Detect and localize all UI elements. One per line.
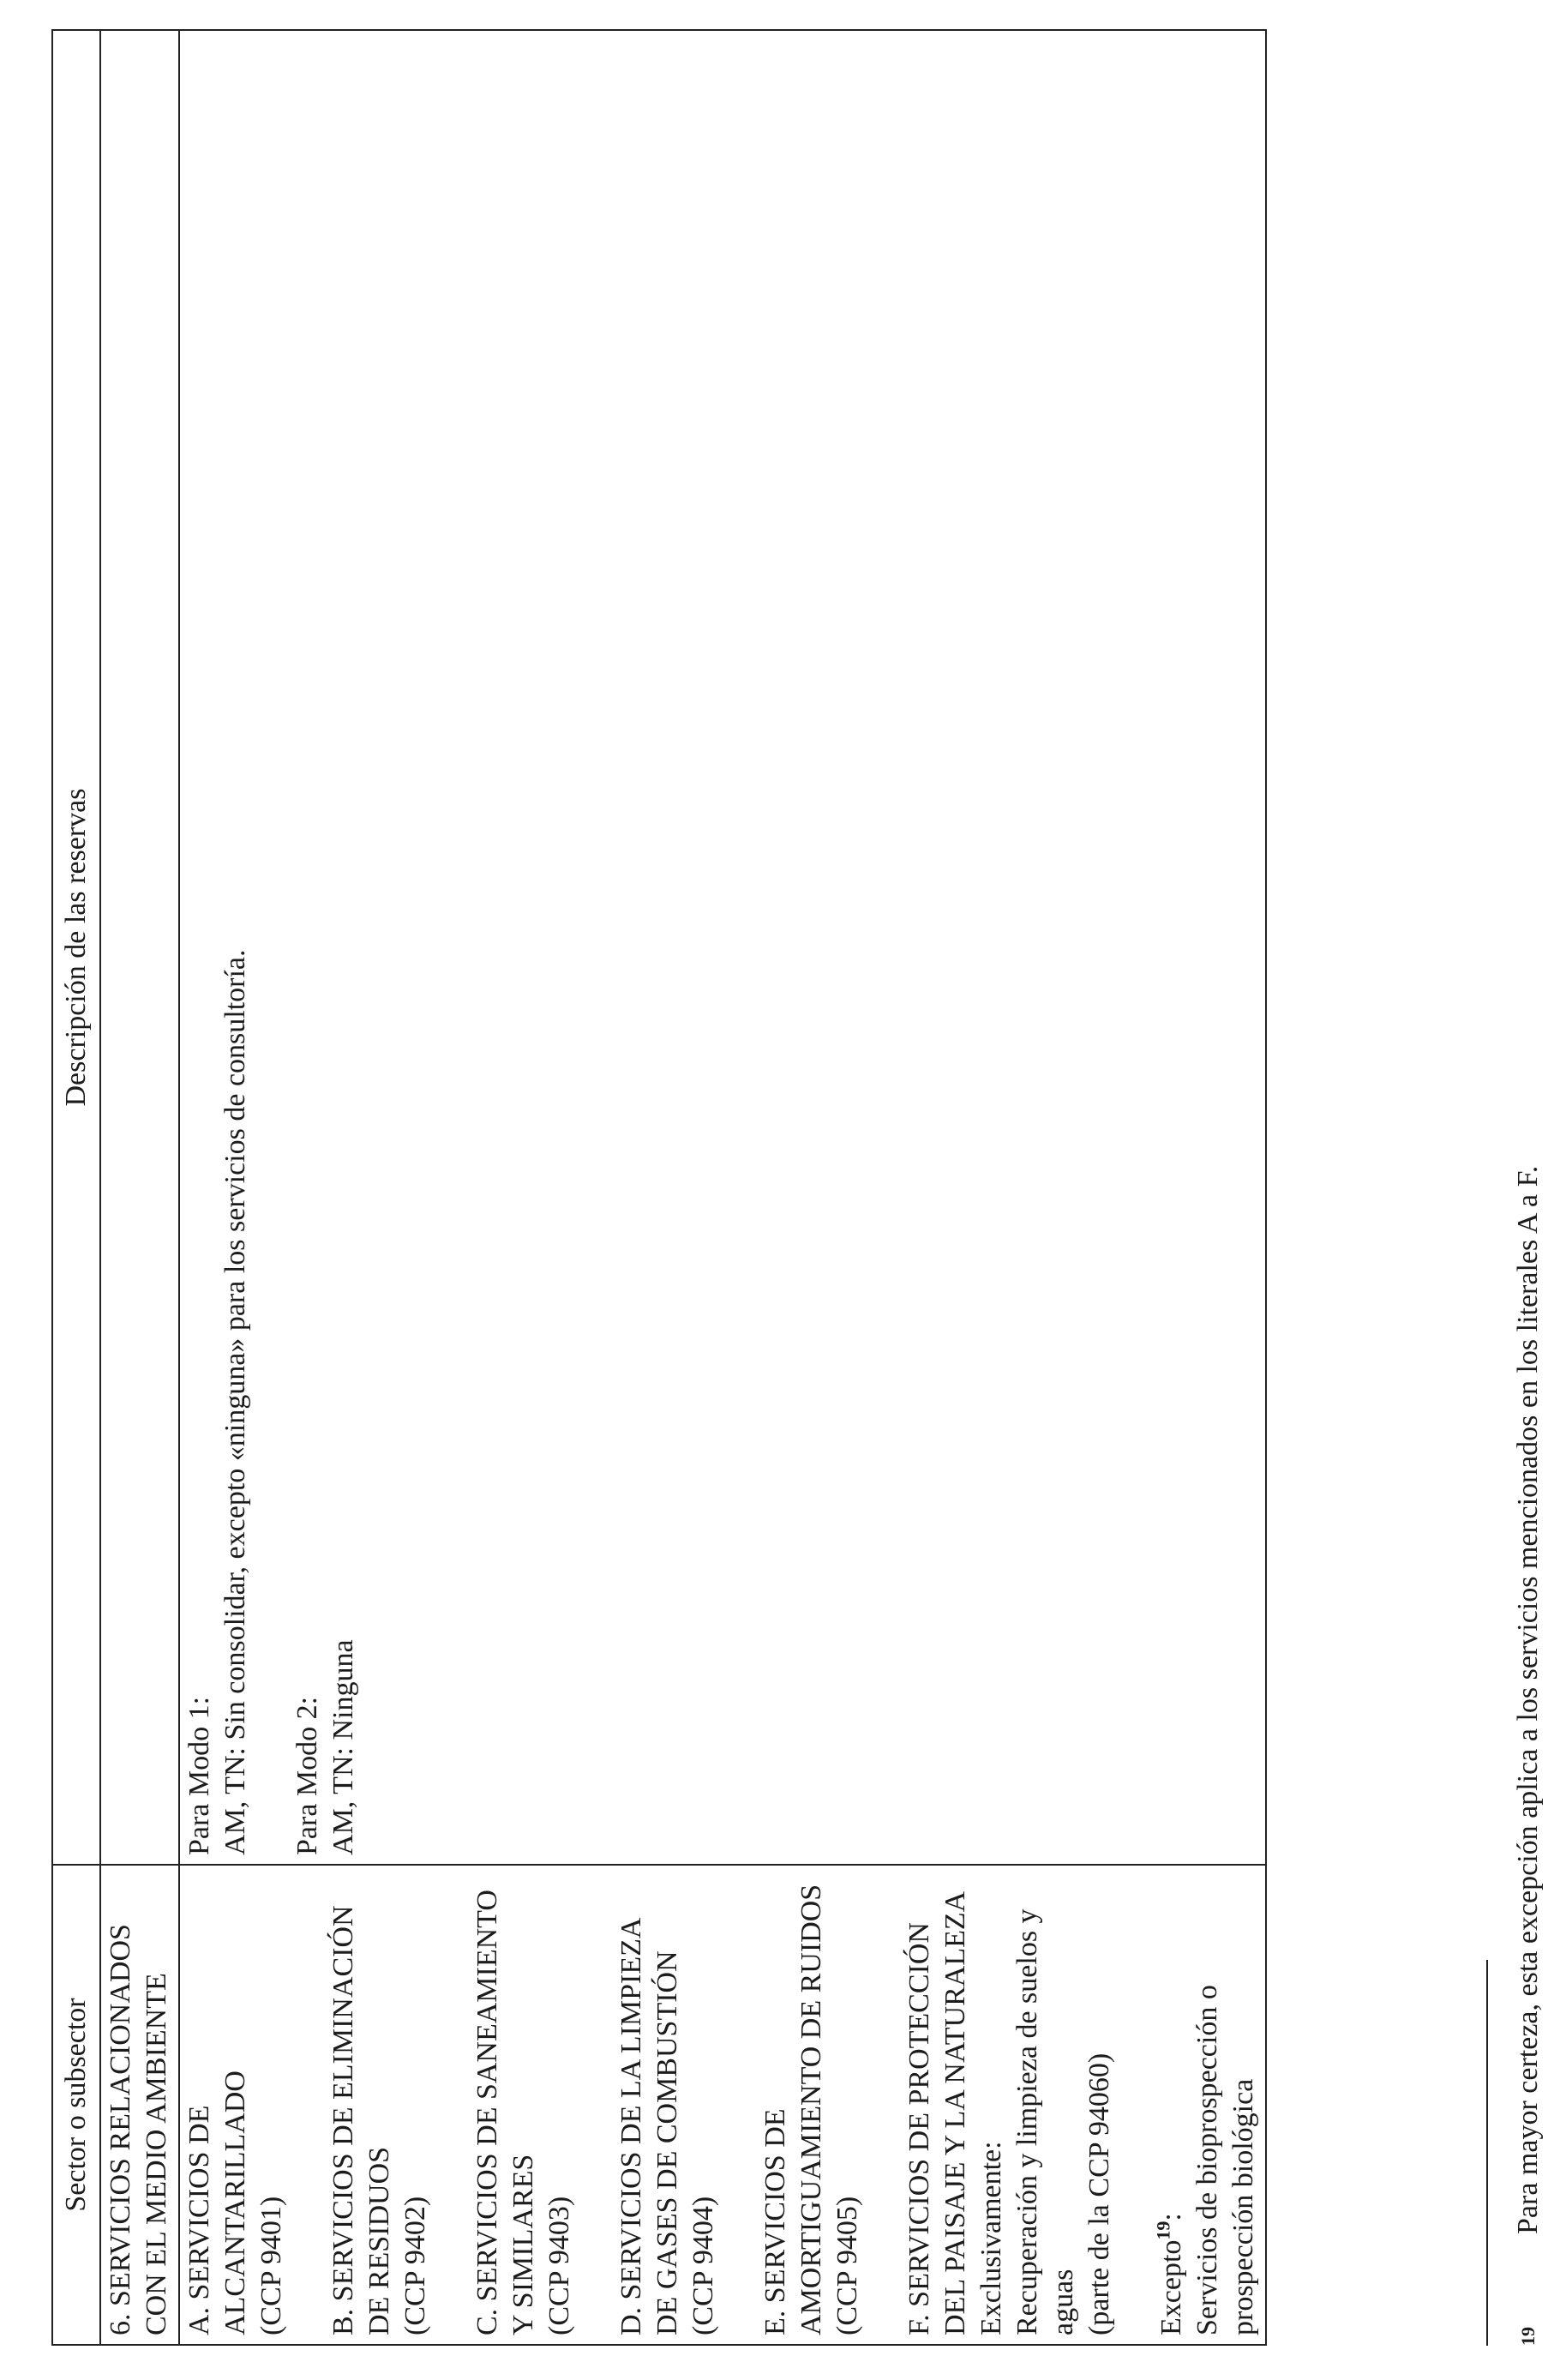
footnote-ref[interactable]: 19: [1152, 2221, 1174, 2240]
subsector-c-code: (CCP 9403): [543, 2196, 575, 2335]
reservations-table: [51, 29, 1267, 2346]
subsector-d-code: (CCP 9404): [687, 2196, 719, 2335]
mode1-label: Para Modo 1:: [183, 1696, 215, 1855]
subsector-cell: [179, 1865, 1266, 2345]
subsector-c: [470, 1874, 578, 2335]
mode2-text: AM, TN: Ninguna: [327, 1639, 359, 1855]
subsector-f-title: F. SERVICIOS DE PROTECCIÓN DEL PAISAJE Y LA NATURALEZA: [903, 1890, 971, 2335]
section-row: [100, 30, 179, 2345]
table-header-row: [52, 30, 100, 2345]
footnote-number: 19: [1517, 2327, 1539, 2346]
subsector-a-title: A. SERVICIOS DE ALCANTARILLADO: [183, 2070, 251, 2335]
subsector-b: [326, 1874, 434, 2335]
mode1-text: AM, TN: Sin consolidar, excepto «ninguna» para los servicios de consultoría.: [219, 949, 251, 1855]
except-suffix: :: [1155, 2213, 1187, 2221]
subsector-e-title: E. SERVICIOS DE AMORTIGUAMIENTO DE RUIDOS: [759, 1884, 827, 2335]
subsector-a: [182, 1874, 290, 2335]
except-block: [1154, 1874, 1262, 2335]
subsector-b-code: (CCP 9402): [399, 2196, 431, 2335]
except-line: [1154, 1874, 1190, 2335]
header-sector: Sector o subsector: [52, 1865, 100, 2345]
subsector-e: [758, 1874, 866, 2335]
section-empty-cell: [100, 30, 179, 1865]
except-item: Servicios de bioprospección o prospección biológica: [1191, 1985, 1259, 2335]
subsector-a-code: (CCP 9401): [255, 2196, 287, 2335]
exclusively-code: (parte de la CCP 94060): [1083, 2052, 1115, 2335]
exclusively-item: Recuperación y limpieza de suelos y aguas: [1011, 1908, 1079, 2335]
header-description: Descripción de las reservas: [52, 30, 100, 1865]
subsector-c-title: C. SERVICIOS DE SANEAMIENTO Y SIMILARES: [471, 1890, 539, 2335]
mode2-label: Para Modo 2:: [291, 1696, 323, 1855]
subsector-d-title: D. SERVICIOS DE LA LIMPIEZA DE GASES DE COMBUSTIÓN: [615, 1919, 683, 2335]
subsector-e-code: (CCP 9405): [831, 2196, 863, 2335]
subsector-b-title: B. SERVICIOS DE ELIMINACIÓN DE RESIDUOS: [327, 1905, 395, 2335]
subsector-f: [902, 1874, 1118, 2335]
footnote-text: Para mayor certeza, esta excepción aplica a los servicios mencionados en los literales A a F.: [1512, 1165, 1544, 2234]
footnote-divider: [1486, 1960, 1488, 2346]
subsector-d: [614, 1874, 722, 2335]
footnote: [1510, 1166, 1546, 2346]
subsector-row: [179, 30, 1266, 2345]
reservations-cell: [179, 30, 1266, 1865]
except-label: Excepto: [1155, 2239, 1187, 2335]
exclusively-label: Exclusivamente:: [975, 2141, 1007, 2335]
section-title: 6. SERVICIOS RELACIONADOS CON EL MEDIO AMBIENTE: [100, 1865, 179, 2345]
